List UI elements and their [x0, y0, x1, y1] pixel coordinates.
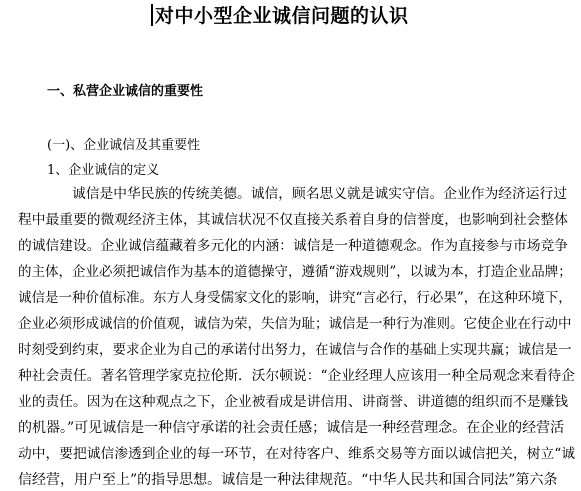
section-heading: 一、私营企业诚信的重要性 [47, 84, 204, 99]
document-title: 对中小型企业诚信问题的认识 [155, 5, 409, 27]
text-cursor [151, 4, 153, 26]
subsection-heading: (一)、企业诚信及其重要性 [47, 138, 201, 153]
body-line: 的机器。”可见诚信是一种信守承诺的社会责任感；诚信是一种经营理念。在企业的经营活 [18, 420, 565, 436]
body-line: 诚信是一种价值标准。东方人身受儒家文化的影响，讲究“言必行，行必果”，在这种环境下， [18, 290, 572, 306]
body-line: 业的责任。因为在这种观点之下，企业被看成是讲信用、讲商誉、讲道德的组织而不是赚钱 [18, 394, 569, 410]
body-line: 的诚信建设。企业诚信蕴藏着多元化的内涵：诚信是一种道德观念。作为直接参与市场竞争 [18, 238, 569, 254]
body-line: 企业必须形成诚信的价值观，诚信为荣，失信为耻；诚信是一种行为准则。它使企业在行动中 [18, 316, 572, 332]
body-line: 程中最重要的微观经济主体，其诚信状况不仅直接关系着自身的信誉度，也影响到社会整体 [18, 212, 569, 228]
item-heading: 1、企业诚信的定义 [47, 163, 160, 178]
body-line: 信经营，用户至上”的指导思想。诚信是一种法律规范。“中华人民共和国合同法”第六条 [18, 472, 558, 488]
body-line: 的主体，企业必须把诚信作为基本的道德操守，遵循“游戏规则”，以诚为本，打造企业品牌； [18, 264, 572, 280]
body-line: 诚信是中华民族的传统美德。诚信，顾名思义就是诚实守信。企业作为经济运行过 [72, 186, 568, 202]
body-line: 动中，要把诚信渗透到企业的每一环节，在对待客户、维系交易等方面以诚信把关，树立“诚 [18, 446, 576, 462]
body-line: 时刻受到约束，要求企业为自己的承诺付出努力，在诚信与合作的基础上实现共赢；诚信是一 [18, 342, 572, 358]
body-line: 种社会责任。著名管理学家克拉伦斯．沃尔顿说：“企业经理人应该用一种全局观念来看待企 [18, 368, 576, 384]
